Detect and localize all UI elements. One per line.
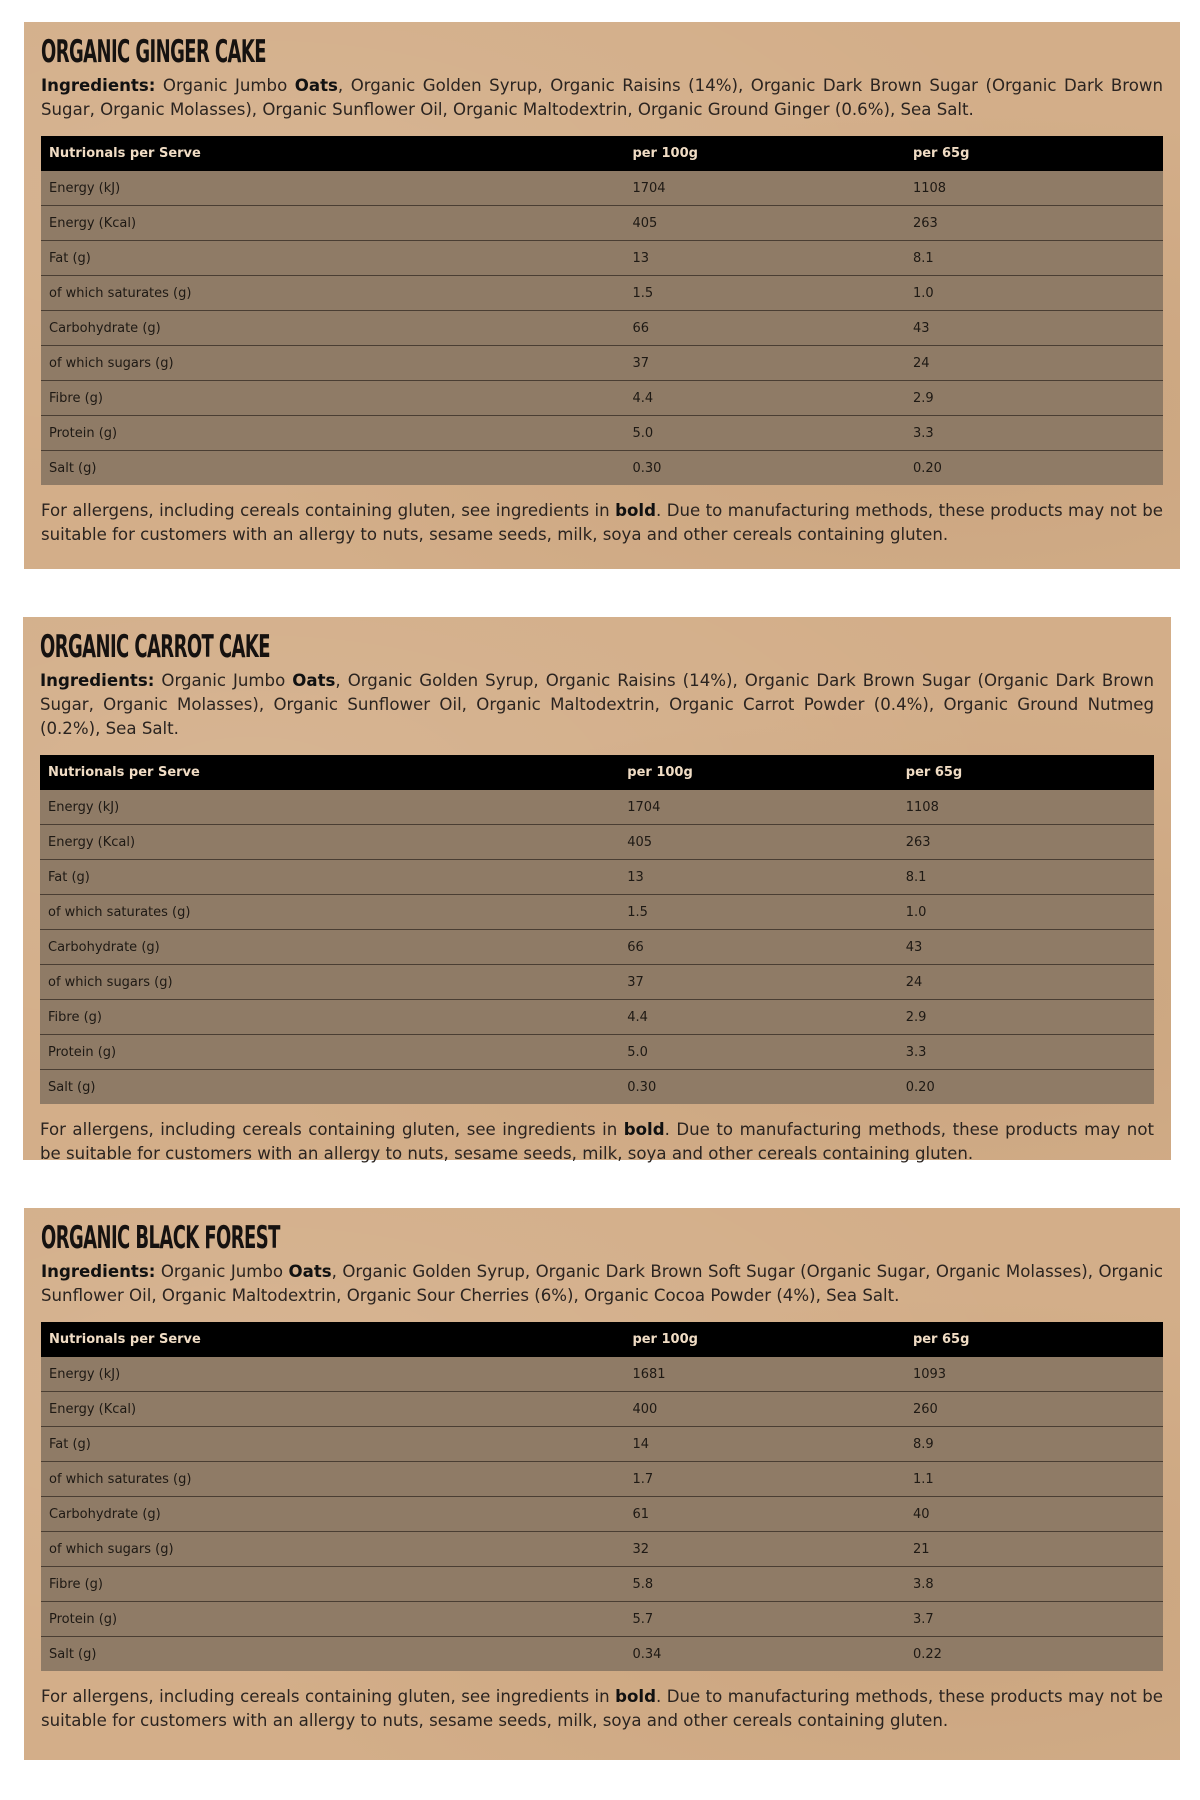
table-row bbox=[41, 241, 1163, 276]
ingredients-part: Organic Jumbo bbox=[155, 76, 295, 95]
allergen-part: . Due to manufacturing methods, these products may not be suitable for customers with an allergy to nuts, sesame seeds, milk, soya and other cereals containing gluten. bbox=[40, 1120, 1154, 1163]
nutrition-table bbox=[41, 1322, 1163, 1671]
table-row bbox=[40, 1000, 1154, 1035]
table-row bbox=[41, 1637, 1163, 1672]
table-cell: of which sugars (g) bbox=[40, 965, 619, 1000]
table-cell: 400 bbox=[624, 1392, 905, 1427]
table-cell: 24 bbox=[905, 346, 1163, 381]
table-cell: 0.20 bbox=[905, 451, 1163, 486]
table-row bbox=[40, 860, 1154, 895]
table-header: per 65g bbox=[898, 755, 1154, 790]
table-row bbox=[41, 1462, 1163, 1497]
ingredients-part: , Organic Golden Syrup, Organic Raisins (14%), Organic Dark Brown Sugar (Organic Dark Brown Sugar, Organic Molasses), Organic Sunflower Oil, Organic Maltodextrin, Organic Ground Ginger (0.6%), Sea Salt. bbox=[41, 76, 1163, 119]
table-cell: 61 bbox=[624, 1497, 905, 1532]
table-cell: 1093 bbox=[905, 1357, 1163, 1392]
table-header: Nutrionals per Serve bbox=[40, 755, 619, 790]
table-cell: 0.34 bbox=[624, 1637, 905, 1672]
table-cell: 4.4 bbox=[619, 1000, 898, 1035]
table-cell: Salt (g) bbox=[41, 1637, 624, 1672]
product-card-carrot-cake bbox=[23, 617, 1171, 1163]
table-cell: 1704 bbox=[619, 790, 898, 825]
table-cell: 1.5 bbox=[619, 895, 898, 930]
table-cell: 0.30 bbox=[624, 451, 905, 486]
table-cell: Energy (Kcal) bbox=[40, 825, 619, 860]
table-header: per 65g bbox=[905, 1322, 1163, 1357]
ingredients-part: , Organic Golden Syrup, Organic Dark Brown Soft Sugar (Organic Sugar, Organic Molasses), Organic Sunflower Oil, Organic Maltodextrin, Organic Sour Cherries (6%), Organic Cocoa Powder (4%), Sea Salt. bbox=[41, 1262, 1163, 1305]
table-row bbox=[40, 1035, 1154, 1070]
table-cell: Energy (kJ) bbox=[41, 171, 624, 206]
ingredients-label: Ingredients: bbox=[41, 1262, 156, 1281]
allergen-bold-ingredient: Oats bbox=[288, 1262, 332, 1281]
table-cell: 3.3 bbox=[905, 416, 1163, 451]
table-cell: Salt (g) bbox=[40, 1070, 619, 1105]
table-row bbox=[41, 1602, 1163, 1637]
table-cell: 43 bbox=[898, 930, 1154, 965]
table-cell: Salt (g) bbox=[41, 451, 624, 486]
allergen-part: . Due to manufacturing methods, these products may not be suitable for customers with an allergy to nuts, sesame seeds, milk, soya and other cereals containing gluten. bbox=[41, 501, 1163, 544]
table-cell: 66 bbox=[619, 930, 898, 965]
table-cell: 1681 bbox=[624, 1357, 905, 1392]
nutrition-table bbox=[41, 136, 1163, 485]
table-row bbox=[40, 930, 1154, 965]
table-cell: Fibre (g) bbox=[41, 381, 624, 416]
table-row bbox=[40, 1070, 1154, 1105]
table-cell: Fat (g) bbox=[41, 241, 624, 276]
table-cell: 8.9 bbox=[905, 1427, 1163, 1462]
table-cell: Protein (g) bbox=[40, 1035, 619, 1070]
table-header: per 100g bbox=[624, 1322, 905, 1357]
table-cell: 4.4 bbox=[624, 381, 905, 416]
allergen-notice bbox=[41, 1685, 1163, 1733]
ingredients-text bbox=[41, 74, 1163, 122]
table-cell: 2.9 bbox=[905, 381, 1163, 416]
table-header: Nutrionals per Serve bbox=[41, 1322, 624, 1357]
table-cell: 43 bbox=[905, 311, 1163, 346]
table-cell: of which saturates (g) bbox=[41, 276, 624, 311]
ingredients-label: Ingredients: bbox=[40, 671, 155, 690]
table-cell: of which sugars (g) bbox=[41, 346, 624, 381]
table-cell: 5.0 bbox=[619, 1035, 898, 1070]
table-cell: 3.3 bbox=[898, 1035, 1154, 1070]
table-row bbox=[40, 790, 1154, 825]
table-row bbox=[40, 965, 1154, 1000]
table-row bbox=[41, 1427, 1163, 1462]
table-cell: 37 bbox=[624, 346, 905, 381]
product-title: ORGANIC BLACK FOREST bbox=[41, 1220, 280, 1256]
table-header: per 100g bbox=[624, 136, 905, 171]
ingredients-text bbox=[40, 669, 1154, 741]
table-row bbox=[40, 825, 1154, 860]
table-cell: 1108 bbox=[905, 171, 1163, 206]
table-row bbox=[40, 895, 1154, 930]
table-cell: 1108 bbox=[898, 790, 1154, 825]
table-row bbox=[41, 1497, 1163, 1532]
table-cell: 40 bbox=[905, 1497, 1163, 1532]
table-cell: Carbohydrate (g) bbox=[41, 311, 624, 346]
table-cell: 3.8 bbox=[905, 1567, 1163, 1602]
table-cell: Energy (kJ) bbox=[40, 790, 619, 825]
product-title: ORGANIC CARROT CAKE bbox=[40, 629, 270, 665]
table-row bbox=[41, 1392, 1163, 1427]
ingredients-part: Organic Jumbo bbox=[155, 1262, 289, 1281]
table-row bbox=[41, 1567, 1163, 1602]
product-title: ORGANIC GINGER CAKE bbox=[41, 34, 266, 70]
table-header-row bbox=[41, 136, 1163, 171]
table-cell: 405 bbox=[619, 825, 898, 860]
ingredients-text bbox=[41, 1260, 1163, 1308]
table-header-row bbox=[41, 1322, 1163, 1357]
table-cell: 0.22 bbox=[905, 1637, 1163, 1672]
ingredients-part: , Organic Golden Syrup, Organic Raisins (14%), Organic Dark Brown Sugar (Organic Dark Brown Sugar, Organic Molasses), Organic Sunflower Oil, Organic Maltodextrin, Organic Carrot Powder (0.4%), Organic Ground Nutmeg (0.2%), Sea Salt. bbox=[40, 671, 1154, 738]
table-cell: 13 bbox=[624, 241, 905, 276]
allergen-bold-ingredient: Oats bbox=[294, 76, 338, 95]
table-cell: Protein (g) bbox=[41, 1602, 624, 1637]
table-cell: 0.30 bbox=[619, 1070, 898, 1105]
ingredients-part: Organic Jumbo bbox=[154, 671, 293, 690]
ingredients-label: Ingredients: bbox=[41, 76, 156, 95]
table-cell: 0.20 bbox=[898, 1070, 1154, 1105]
table-cell: Fat (g) bbox=[40, 860, 619, 895]
allergen-bold-word: bold bbox=[623, 1120, 665, 1139]
table-cell: 1.0 bbox=[905, 276, 1163, 311]
table-cell: 5.0 bbox=[624, 416, 905, 451]
table-cell: 14 bbox=[624, 1427, 905, 1462]
table-row bbox=[41, 311, 1163, 346]
table-cell: Fibre (g) bbox=[40, 1000, 619, 1035]
table-row bbox=[41, 416, 1163, 451]
table-cell: Protein (g) bbox=[41, 416, 624, 451]
allergen-notice bbox=[40, 1118, 1154, 1166]
table-cell: Fibre (g) bbox=[41, 1567, 624, 1602]
table-cell: Energy (Kcal) bbox=[41, 206, 624, 241]
table-header: Nutrionals per Serve bbox=[41, 136, 624, 171]
allergen-notice bbox=[41, 499, 1163, 547]
table-cell: 1.0 bbox=[898, 895, 1154, 930]
table-cell: Fat (g) bbox=[41, 1427, 624, 1462]
table-cell: 5.7 bbox=[624, 1602, 905, 1637]
allergen-part: . Due to manufacturing methods, these products may not be suitable for customers with an allergy to nuts, sesame seeds, milk, soya and other cereals containing gluten. bbox=[41, 1687, 1163, 1730]
table-cell: 8.1 bbox=[905, 241, 1163, 276]
table-cell: 37 bbox=[619, 965, 898, 1000]
table-row bbox=[41, 346, 1163, 381]
table-header: per 100g bbox=[619, 755, 898, 790]
table-cell: of which saturates (g) bbox=[40, 895, 619, 930]
table-cell: Carbohydrate (g) bbox=[40, 930, 619, 965]
product-card-ginger-cake bbox=[24, 22, 1180, 569]
table-cell: 2.9 bbox=[898, 1000, 1154, 1035]
table-cell: 21 bbox=[905, 1532, 1163, 1567]
table-cell: 3.7 bbox=[905, 1602, 1163, 1637]
table-cell: Carbohydrate (g) bbox=[41, 1497, 624, 1532]
table-header-row bbox=[40, 755, 1154, 790]
allergen-part: For allergens, including cereals containing gluten, see ingredients in bbox=[40, 1120, 624, 1139]
table-cell: 8.1 bbox=[898, 860, 1154, 895]
table-row bbox=[41, 171, 1163, 206]
table-cell: 32 bbox=[624, 1532, 905, 1567]
table-cell: 260 bbox=[905, 1392, 1163, 1427]
table-row bbox=[41, 381, 1163, 416]
allergen-part: For allergens, including cereals containing gluten, see ingredients in bbox=[41, 1687, 616, 1706]
table-cell: 405 bbox=[624, 206, 905, 241]
table-header: per 65g bbox=[905, 136, 1163, 171]
table-row bbox=[41, 1532, 1163, 1567]
table-cell: 1.5 bbox=[624, 276, 905, 311]
table-cell: Energy (Kcal) bbox=[41, 1392, 624, 1427]
allergen-bold-ingredient: Oats bbox=[292, 671, 336, 690]
allergen-part: For allergens, including cereals containing gluten, see ingredients in bbox=[41, 501, 616, 520]
table-cell: 24 bbox=[898, 965, 1154, 1000]
allergen-bold-word: bold bbox=[615, 1687, 656, 1706]
table-cell: 13 bbox=[619, 860, 898, 895]
table-cell: 1.7 bbox=[624, 1462, 905, 1497]
table-row bbox=[41, 451, 1163, 486]
table-row bbox=[41, 1357, 1163, 1392]
table-row bbox=[41, 206, 1163, 241]
table-cell: 5.8 bbox=[624, 1567, 905, 1602]
table-cell: Energy (kJ) bbox=[41, 1357, 624, 1392]
table-cell: of which saturates (g) bbox=[41, 1462, 624, 1497]
table-row bbox=[41, 276, 1163, 311]
table-cell: 263 bbox=[905, 206, 1163, 241]
nutrition-table bbox=[40, 755, 1154, 1104]
table-cell: 263 bbox=[898, 825, 1154, 860]
allergen-bold-word: bold bbox=[615, 501, 656, 520]
table-cell: 66 bbox=[624, 311, 905, 346]
table-cell: 1704 bbox=[624, 171, 905, 206]
product-card-black-forest bbox=[24, 1208, 1180, 1760]
table-cell: of which sugars (g) bbox=[41, 1532, 624, 1567]
table-cell: 1.1 bbox=[905, 1462, 1163, 1497]
